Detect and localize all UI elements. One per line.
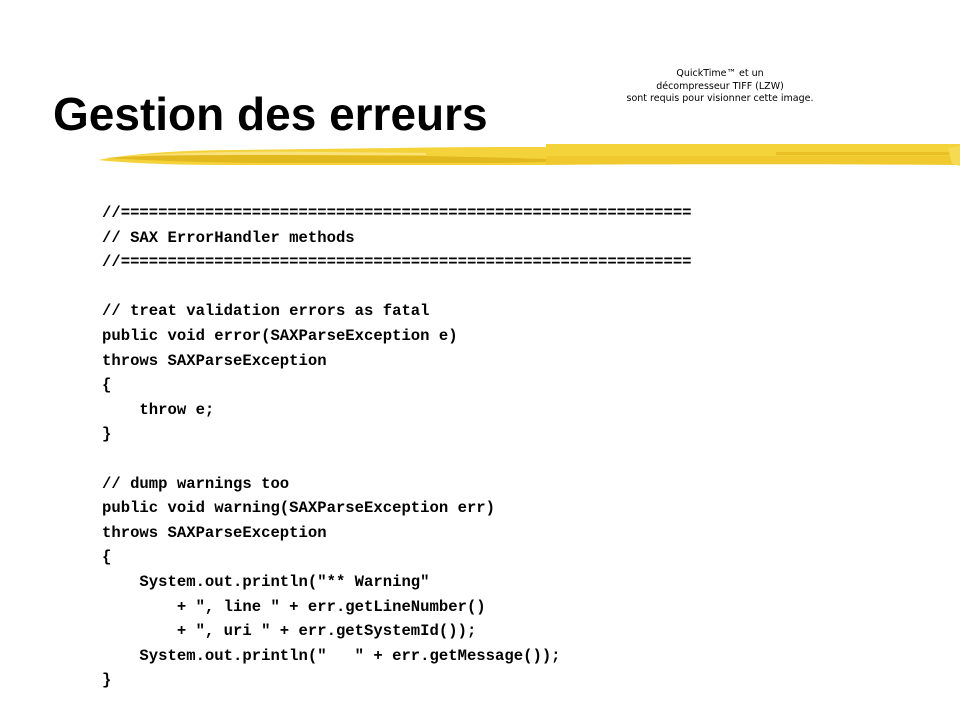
code-line: //============================================================= — [102, 204, 692, 222]
code-line — [102, 275, 692, 300]
code-line: { — [102, 376, 112, 395]
code-line: // dump warnings too — [102, 474, 290, 493]
code-line: System.out.println(" " + err.getMessage()); — [102, 646, 561, 665]
quicktime-notice-line: sont requis pour visionner cette image. — [626, 93, 814, 104]
code-listing — [102, 201, 692, 693]
title-brush-underline — [96, 138, 960, 174]
slide-title: Gestion des erreurs — [53, 88, 488, 140]
code-line: // SAX ErrorHandler methods — [102, 228, 355, 247]
code-line: System.out.println("** Warning" — [102, 572, 430, 591]
code-line: public void warning(SAXParseException err) — [102, 499, 496, 518]
quicktime-notice-line: décompresseur TIFF (LZW) — [656, 80, 784, 92]
code-line: throw e; — [102, 400, 215, 419]
code-line: // treat validation errors as fatal — [102, 302, 430, 321]
quicktime-placeholder-notice — [612, 68, 828, 106]
code-line — [102, 447, 692, 472]
code-line: + ", line " + err.getLineNumber() — [102, 597, 486, 616]
quicktime-notice-line: QuickTime™ et un — [676, 68, 764, 79]
code-line: } — [102, 671, 112, 690]
code-line: //============================================================= — [102, 253, 692, 272]
code-line: + ", uri " + err.getSystemId()); — [102, 622, 477, 641]
code-line: throws SAXParseException — [102, 523, 327, 542]
code-line: public void error(SAXParseException e) — [102, 326, 458, 345]
code-line: { — [102, 548, 112, 567]
code-line: throws SAXParseException — [102, 351, 327, 370]
brush-stroke — [98, 144, 960, 166]
code-line: } — [102, 425, 112, 444]
